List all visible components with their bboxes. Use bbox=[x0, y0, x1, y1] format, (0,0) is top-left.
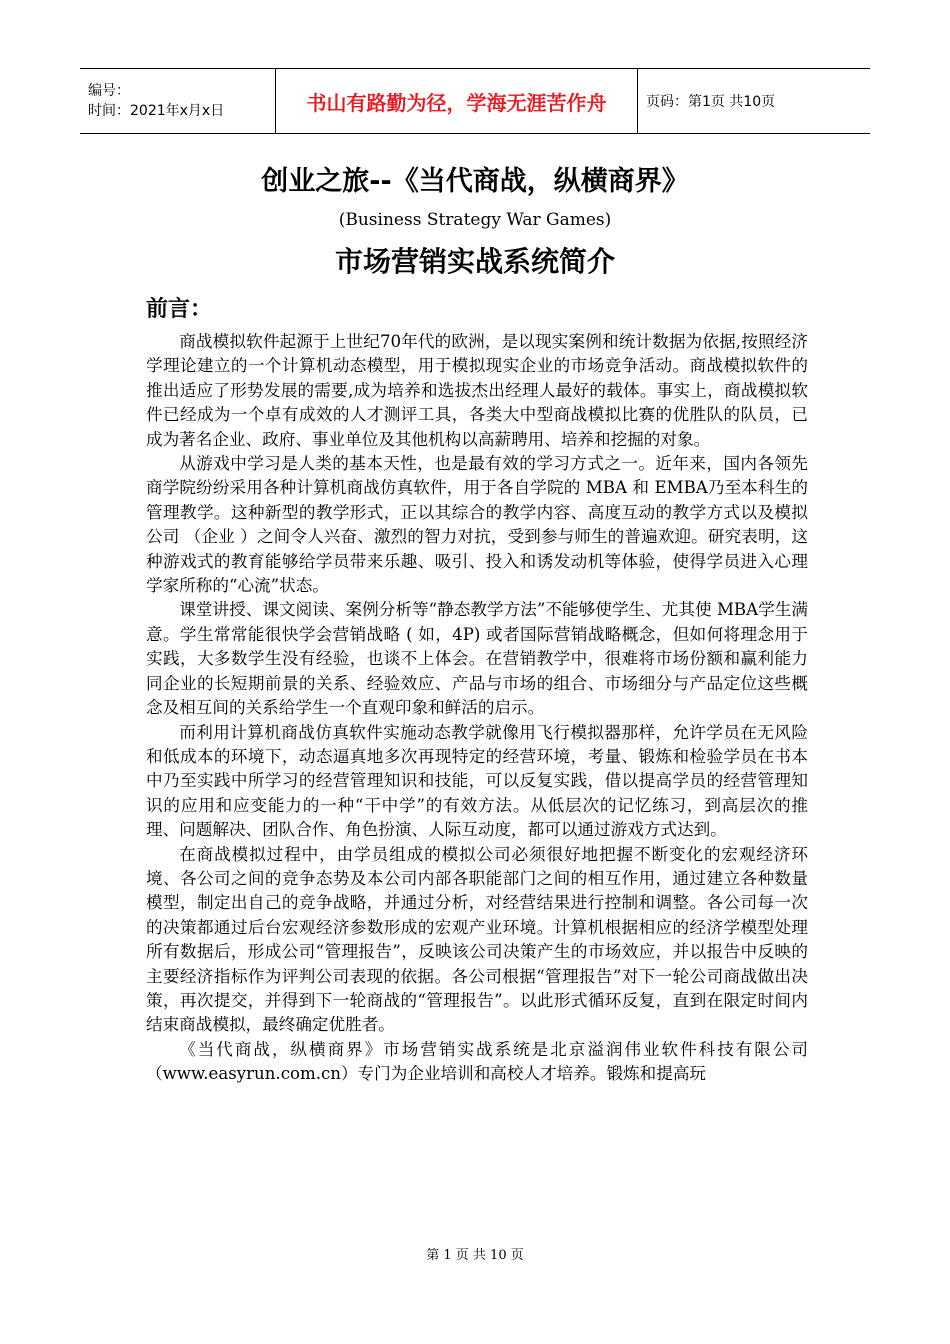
header-motto-cell bbox=[276, 69, 638, 133]
header-motto: 书山有路勤为径，学海无涯苦作舟 bbox=[306, 90, 607, 115]
document-subtitle: (Business Strategy War Games) bbox=[338, 210, 612, 230]
document-number-label: 编号： bbox=[88, 83, 130, 99]
document-time-label: 时间：2021年x月x日 bbox=[88, 103, 225, 119]
paragraph: 在商战模拟过程中，由学员组成的模拟公司必须很好地把握不断变化的宏观经济环境、各公司之间的竞争态势及本公司内部各职能部门之间的相互作用，通过建立各种数量模型，制定出自己的竞争战略，并通过分析，对经营结果进行控制和调整。各公司每一次的决策都通过后台宏观经济参数形成的宏观产业环境。计算机根据相应的经济学模型处理所有数据后，形成公司“管理报告”，反映该公司决策产生的市场效应，并以报告中反映的主要经济指标作为评判公司表现的依据。各公司根据“管理报告”对下一轮公司商战做出决策，再次提交，并得到下一轮商战的“管理报告”。以此形式循环反复，直到在限定时间内结束商战模拟，最终确定优胜者。 bbox=[146, 844, 808, 1035]
section-title: 市场营销实战系统简介 bbox=[334, 245, 615, 278]
document-title: 创业之旅--《当代商战，纵横商界》 bbox=[261, 166, 689, 197]
header-meta bbox=[80, 69, 276, 133]
header-page-info: 页码：第1页 共10页 bbox=[646, 94, 776, 110]
paragraph: 课堂讲授、课文阅读、案例分析等“静态教学方法”不能够使学生、尤其使 MBA学生满意。学生常常能很快学会营销战略 ( 如，4P) 或者国际营销战略概念，但如何将理念用于实践，大多数学生没有经验，也谈不上体会。在营销教学中，很难将市场份额和赢利能力同企业的长短期前景的关系、经验效应、产品与市场的组合、市场细分与产品定位这些概念及相互间的关系给学生一个直观印象和鲜活的启示。 bbox=[146, 600, 808, 718]
body-text bbox=[146, 330, 808, 1087]
page-footer: 第 1 页 共 10 页 bbox=[426, 1248, 524, 1263]
paragraph: 《当代商战，纵横商界》市场营销实战系统是北京溢润伟业软件科技有限公司（www.easyrun.com.cn）专门为企业培训和高校人才培养。锻炼和提高玩 bbox=[146, 1039, 808, 1084]
header-page-cell bbox=[638, 69, 870, 133]
paragraph: 从游戏中学习是人类的基本天性，也是最有效的学习方式之一。近年来，国内各领先商学院纷纷采用各种计算机商战仿真软件，用于各自学院的 MBA 和 EMBA乃至本科生的管理教学。这种新型的教学形式，正以其综合的教学内容、高度互动的教学方式以及模拟公司 （企业 ）之间令人兴奋、激烈的智力对抗，受到参与师生的普遍欢迎。研究表明，这种游戏式的教育能够给学员带来乐趣、吸引、投入和诱发动机等体验，使得学员进入心理学家所称的“心流”状态。 bbox=[146, 454, 808, 596]
paragraph: 而利用计算机商战仿真软件实施动态教学就像用飞行模拟器那样，允许学员在无风险和低成本的环境下，动态逼真地多次再现特定的经营环境，考量、锻炼和检验学员在书本中乃至实践中所学习的经营管理知识和技能，可以反复实践，借以提高学员的经营管理知识的应用和应变能力的一种“干中学”的有效方法。从低层次的记忆练习，到高层次的推理、问题解决、团队合作、角色扮演、人际互动度，都可以通过游戏方式达到。 bbox=[146, 722, 808, 840]
page-header bbox=[80, 68, 870, 134]
paragraph: 商战模拟软件起源于上世纪70年代的欧洲，是以现实案例和统计数据为依据,按照经济学理论建立的一个计算机动态模型，用于模拟现实企业的市场竞争活动。商战模拟软件的推出适应了形势发展的需要,成为培养和选拔杰出经理人最好的载体。事实上，商战模拟软件已经成为一个卓有成效的人才测评工具，各类大中型商战模拟比赛的优胜队的队员，已成为著名企业、政府、事业单位及其他机构以高薪聘用、培养和挖掘的对象。 bbox=[146, 332, 808, 449]
preface-heading: 前言： bbox=[146, 297, 213, 322]
